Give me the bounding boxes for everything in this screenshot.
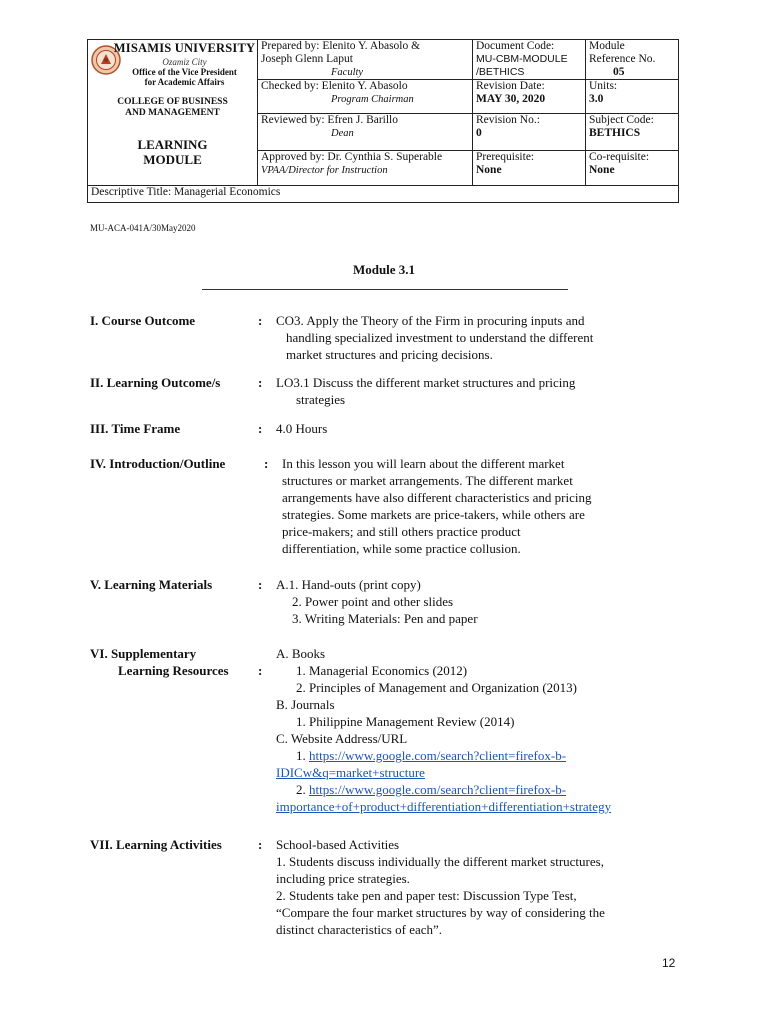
learning-material-item: 2. Power point and other slides [292,594,454,609]
learning-activity-line: “Compare the four market structures by way of considering the [276,905,605,920]
learning-activity-line: 2. Students take pen and paper test: Discussion Type Test, [276,888,577,903]
url-link-2-part-1[interactable]: https://www.google.com/search?client=firefox-b- [309,782,567,797]
approved-by-cell [258,151,473,186]
course-outcome-line-2: handling specialized investment to understand the different [286,330,594,345]
university-city: Ozamiz City [162,57,207,67]
book-item: 1. Managerial Economics (2012) [296,663,468,678]
subject-code-value: BETHICS [589,127,641,139]
url-link-1-part-1[interactable]: https://www.google.com/search?client=firefox-b- [309,748,567,763]
subject-code-label: Subject Code: [589,114,654,126]
introduction-line-2: structures or market arrangements. The different market [282,473,573,488]
reviewed-by-cell [258,114,473,151]
units-cell [586,80,679,114]
learning-module-line-1: LEARNING [137,137,208,152]
section-learning-outcome [90,374,680,410]
section-time-frame [90,420,680,438]
college-line-1: COLLEGE OF BUSINESS [117,97,228,107]
office-line-2: for Academic Affairs [144,77,225,87]
descriptive-title-cell [88,186,679,203]
introduction-text [282,455,680,557]
checked-role: Program Chairman [331,94,414,105]
learning-outcome-line-1: LO3.1 Discuss the different market structures and pricing [276,375,576,390]
document-id: MU-ACA-041A/30May2020 [90,223,196,233]
journal-item: 1. Philippine Management Review (2014) [296,714,515,729]
revision-no-value: 0 [476,127,482,139]
revision-date-cell [473,80,586,114]
learning-materials-list [276,576,680,627]
module-ref-label-1: Module [589,40,625,52]
introduction-line-3: arrangements have also different characteristics and pricing [282,490,592,505]
learning-module-line-2: MODULE [143,152,202,167]
prepared-by: Prepared by: Elenito Y. Abasolo & [261,40,421,52]
revision-date-label: Revision Date: [476,80,545,92]
prepared-by-cell [258,40,473,80]
section-introduction [90,455,680,559]
introduction-label: IV. Introduction/Outline [90,456,226,471]
learning-activity-line: distinct characteristics of each”. [276,922,443,937]
learning-material-item: 3. Writing Materials: Pen and paper [292,611,478,626]
learning-materials-colon: : [258,577,263,592]
document-code-1: MU-CBM-MODULE [476,53,568,65]
revision-date-value: MAY 30, 2020 [476,93,546,105]
course-outcome-line-1: CO3. Apply the Theory of the Firm in procuring inputs and [276,313,585,328]
module-ref-label-2: Reference No. [589,53,656,65]
learning-outcome-label: II. Learning Outcome/s [90,375,221,390]
learning-materials-label: V. Learning Materials [90,577,213,592]
url-link-1-part-2[interactable]: IDICw&q=market+structure [276,765,425,780]
url-line-1a [276,747,680,764]
learning-activity-line: School-based Activities [276,837,400,852]
section-learning-activities [90,836,680,940]
introduction-line-4: strategies. Some markets are price-takers, while others are [282,507,585,522]
module-title-underline [202,289,568,290]
supplementary-list [276,645,680,815]
approved-by: Approved by: Dr. Cynthia S. Superable [261,151,443,163]
introduction-line-5: price-makers; and still others practice product [282,524,521,539]
introduction-line-1: In this lesson you will learn about the different market [282,456,565,471]
learning-outcome-text [276,374,680,408]
supplementary-label-1: VI. Supplementary [90,646,197,661]
section-supplementary-resources [90,645,680,823]
supplementary-colon: : [258,663,263,678]
checked-by-cell [258,80,473,114]
college-name [88,97,257,119]
url-line-1b [276,764,680,781]
url-1-prefix: 1. [296,748,309,763]
introduction-colon: : [264,456,269,471]
learning-outcome-colon: : [258,375,263,390]
supplementary-label-2: Learning Resources [118,663,229,678]
section-course-outcome [90,312,680,364]
approved-role: VPAA/Director for Instruction [261,165,388,176]
learning-outcome-line-2: strategies [296,392,346,407]
college-line-2: AND MANAGEMENT [125,108,220,118]
units-label: Units: [589,80,618,92]
university-cell [88,40,258,186]
prepared-role: Faculty [331,67,364,78]
book-item: 2. Principles of Management and Organization (2013) [296,680,577,695]
checked-by: Checked by: Elenito Y. Abasolo [261,80,408,92]
url-2-prefix: 2. [296,782,309,797]
module-ref-value: 05 [613,66,625,78]
reviewed-by: Reviewed by: Efren J. Barillo [261,114,399,126]
learning-module-title [88,137,257,167]
document-header-table [87,39,679,203]
course-outcome-colon: : [258,313,263,328]
books-heading: A. Books [276,646,326,661]
time-frame-label: III. Time Frame [90,421,181,436]
website-heading: C. Website Address/URL [276,731,408,746]
journals-heading: B. Journals [276,697,335,712]
page-number: 12 [662,956,676,970]
corequisite-label: Co-requisite: [589,151,650,163]
document-code-cell [473,40,586,80]
learning-activity-line: including price strategies. [276,871,410,886]
module-title: Module 3.1 [352,262,416,277]
time-frame-value: 4.0 Hours [276,421,328,436]
prerequisite-label: Prerequisite: [476,151,535,163]
url-line-2b [276,798,680,815]
time-frame-text [276,420,680,437]
course-outcome-line-3: market structures and pricing decisions. [286,347,493,362]
course-outcome-text [276,312,680,363]
document-code-label: Document Code: [476,40,555,52]
prerequisite-cell [473,151,586,186]
course-outcome-label: I. Course Outcome [90,313,196,328]
module-reference-cell [586,40,679,80]
url-link-2-part-2[interactable]: importance+of+product+differentiation+differentiation+strategy [276,799,612,814]
time-frame-colon: : [258,421,263,436]
learning-activities-colon: : [258,837,263,852]
document-code-2: /BETHICS [476,66,525,78]
corequisite-cell [586,151,679,186]
url-line-2a [276,781,680,798]
subject-code-cell [586,114,679,151]
units-value: 3.0 [589,93,604,105]
university-name: MISAMIS UNIVERSITY [113,41,256,55]
office-name [112,67,257,87]
section-learning-materials [90,576,680,628]
revision-no-cell [473,114,586,151]
reviewed-role: Dean [331,128,354,139]
learning-activity-line: 1. Students discuss individually the different market structures, [276,854,604,869]
descriptive-title: Descriptive Title: Managerial Economics [91,186,281,198]
prerequisite-value: None [476,164,502,176]
learning-activities-label: VII. Learning Activities [90,837,222,852]
learning-material-item: A.1. Hand-outs (print copy) [276,577,421,592]
revision-no-label: Revision No.: [476,114,540,126]
learning-activities-text [276,836,680,938]
corequisite-value: None [589,164,615,176]
prepared-by-2: Joseph Glenn Laput [261,53,353,65]
introduction-line-6: differentiation, while some practice collusion. [282,541,521,556]
office-line-1: Office of the Vice President [132,67,237,77]
